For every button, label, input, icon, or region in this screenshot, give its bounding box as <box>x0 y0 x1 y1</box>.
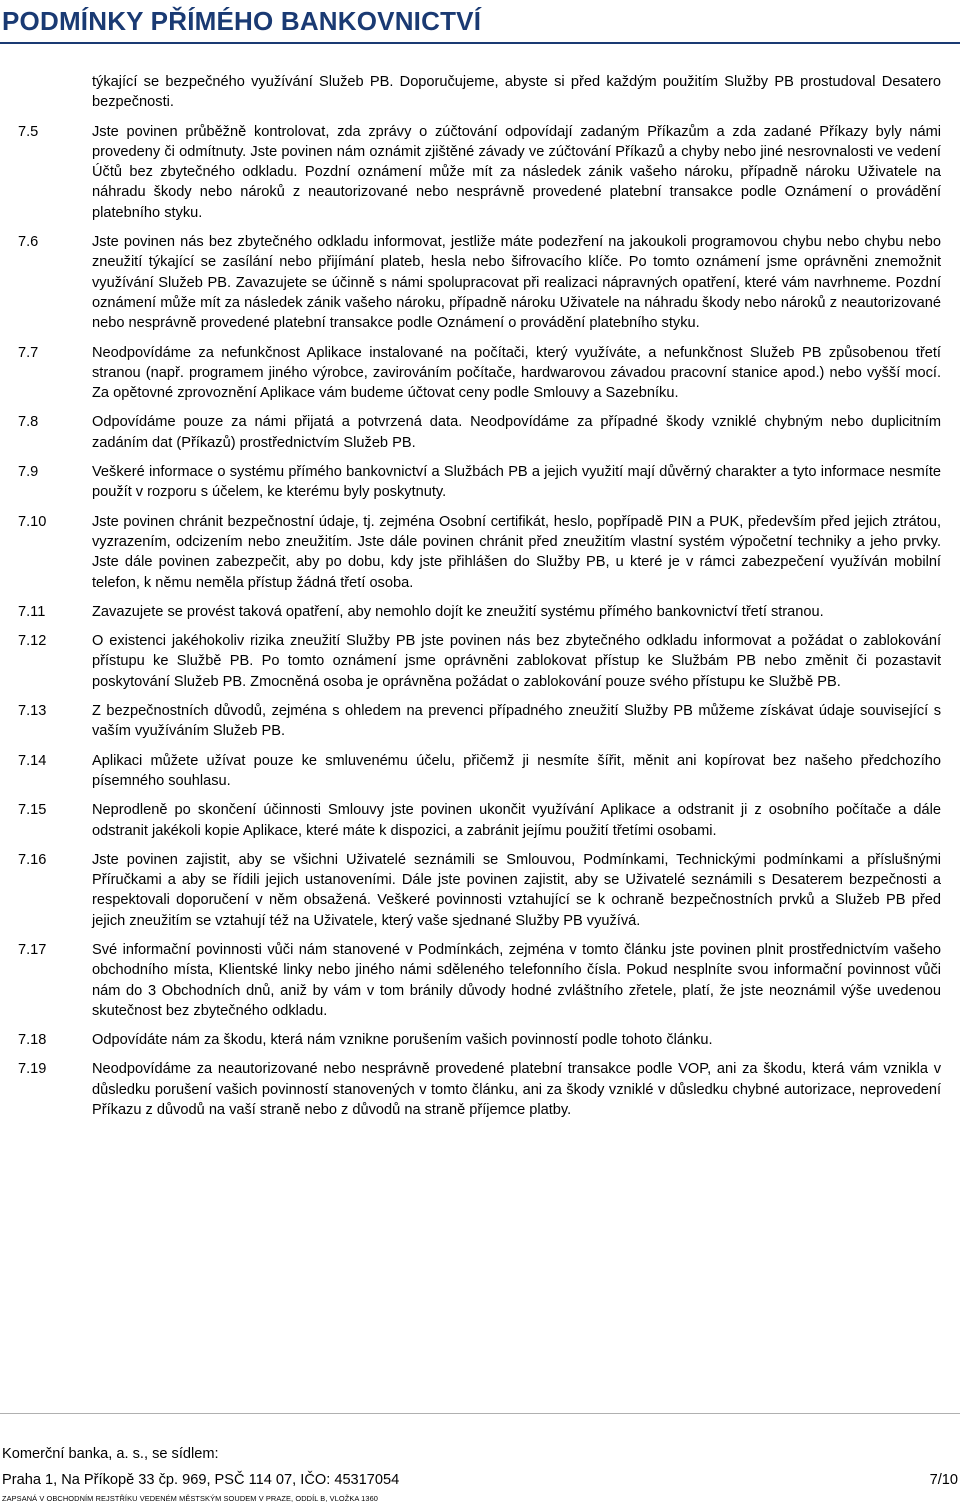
page-header <box>0 2 960 48</box>
paragraph-7-15 <box>0 800 960 841</box>
header-divider <box>0 42 960 44</box>
paragraph-number: 7.17 <box>18 941 47 958</box>
paragraph-text: Neodpovídáme za nefunkčnost Aplikace instalované na počítači, který využíváte, a nefunkčnost Služeb PB způsobenou třetí stranou (např. programem jiného výrobce, zavirováním počítače, hardwarovou závadou pracovní stanice apod.) nebo vyšší mocí. Za opětovné zprovoznění Aplikace vám budeme účtovat ceny podle Smlouvy a Sazebníku. <box>92 344 941 402</box>
document-body <box>0 72 960 1120</box>
paragraph-number: 7.8 <box>18 414 39 431</box>
paragraph-number: 7.10 <box>18 513 47 530</box>
paragraph-number: 7.6 <box>18 234 39 251</box>
paragraph-7-10 <box>0 512 960 593</box>
footer-company: Komerční banka, a. s., se sídlem: <box>2 1446 219 1462</box>
paragraph-number: 7.7 <box>18 344 39 361</box>
footer-address: Praha 1, Na Příkopě 33 čp. 969, PSČ 114 07, IČO: 45317054 <box>2 1472 400 1488</box>
paragraph-7-12 <box>0 631 960 692</box>
paragraph-text: Zavazujete se provést taková opatření, aby nemohlo dojít ke zneužití systému přímého bankovnictví třetí stranou. <box>92 603 824 620</box>
paragraph-number: 7.16 <box>18 851 47 868</box>
paragraph-text: Své informační povinnosti vůči nám stanovené v Podmínkách, zejména v tomto článku jste povinen plnit prostřednictvím vašeho obchodního místa, Klientské linky nebo jiného námi sděleného telefonního čísla. Pokud nesplníte svou informační povinnost vůči nám do 3 Obchodních dnů, aniž by vám v tom bránily důvody hodné zvláštního zřetele, platí, že jste neoznámil výše uvedenou skutečnost bez zbytečného odkladu. <box>92 941 941 1019</box>
paragraph-text: Jste povinen chránit bezpečnostní údaje, tj. zejména Osobní certifikát, heslo, popřípadě PIN a PUK, především před jejich ztrátou, vyzrazením, odcizením nebo zneužitím. Jste dále povinen chránit před zneužitím vlastní systém výpočetní techniky a jeho prvky. Jste dále povinen zabezpečit, aby po dobu, kdy jste přihlášen do Služby PB, u které je v rámci zabezpečení využíván mobilní telefon, k němu neměla přístup žádná třetí osoba. <box>92 513 941 591</box>
footer-registry: ZAPSANÁ V OBCHODNÍM REJSTŘÍKU VEDENÉM MĚSTSKÝM SOUDEM V PRAZE, ODDÍL B, VLOŽKA 1360 <box>2 1494 378 1503</box>
paragraph-number: 7.18 <box>18 1032 47 1049</box>
paragraph-text: Jste povinen nás bez zbytečného odkladu informovat, jestliže máte podezření na jakoukoli programovou chybu nebo chybu nebo zneužití týkající se zasílání nebo přijímání plateb, hesla nebo šifrovacího klíče. Po tomto oznámení jsme oprávněni znemožnit využívání Služeb PB. Zavazujete se účinně s námi spolupracovat při realizaci nápravných opatření, které vám navrhneme. Pozdní oznámení může mít za následek zánik vašeho nároku, případně nároku Uživatele na náhradu škody nebo nároků z neautorizované nebo nesprávně provedené platební transakce podle Oznámení o provádění platebního styku. <box>92 234 941 332</box>
paragraph-7-11 <box>0 602 960 622</box>
paragraph-number: 7.15 <box>18 802 47 819</box>
paragraph-text: Odpovídáte nám za škodu, která nám vznikne porušením vašich povinností podle tohoto článku. <box>92 1032 713 1049</box>
paragraph-continuation <box>0 72 960 113</box>
paragraph-7-6 <box>0 232 960 333</box>
paragraph-text: Neprodleně po skončení účinnosti Smlouvy jste povinen ukončit využívání Aplikace a odstranit ji z osobního počítače a dále odstranit jakékoli kopie Aplikace, které máte k dispozici, a zabránit jejímu použití třetími osobami. <box>92 802 941 839</box>
paragraph-text: Veškeré informace o systému přímého bankovnictví a Službách PB a jejich využití mají důvěrný charakter a tyto informace nesmíte použít v rozporu s účelem, ke kterému byly poskytnuty. <box>92 464 941 501</box>
paragraph-7-8 <box>0 412 960 453</box>
paragraph-number <box>0 72 92 113</box>
paragraph-7-5 <box>0 122 960 223</box>
paragraph-text: Z bezpečnostních důvodů, zejména s ohledem na prevenci případného zneužití Služby PB můžeme získávat údaje související s vaším využíváním Služeb PB. <box>92 703 941 740</box>
paragraph-number: 7.5 <box>18 123 39 140</box>
paragraph-number: 7.14 <box>18 752 47 769</box>
paragraph-7-17 <box>0 940 960 1021</box>
paragraph-text: Jste povinen průběžně kontrolovat, zda zprávy o zúčtování odpovídají zadaným Příkazům a zda zadané Příkazy byly námi provedeny či odmítnuty. Jste povinen nám oznámit zjištěné závady ve zúčtování Příkazů a chyby nebo jiné nesrovnalosti ve vedení Účtů bez zbytečného odkladu. Pozdní oznámení může mít za následek zánik vašeho nároku, případně nároku Uživatele na náhradu škody nebo nároků z neautorizované nebo nesprávně provedené platební transakce podle Oznámení o provádění platebního styku. <box>92 123 941 221</box>
paragraph-text: O existenci jakéhokoliv rizika zneužití Služby PB jste povinen nás bez zbytečného odkladu informovat a požádat o zablokování přístupu ke Službě PB. Po tomto oznámení jsme oprávněni zablokovat přístup ke Službám PB nebo změnit či pozastavit poskytování Služeb PB. Zmocněná osoba je oprávněna požádat o zablokování pouze svého přístupu ke Službě PB. <box>92 633 941 690</box>
paragraph-7-14 <box>0 751 960 792</box>
paragraph-number: 7.19 <box>18 1061 47 1078</box>
footer-divider <box>0 1413 960 1414</box>
paragraph-text: Odpovídáme pouze za námi přijatá a potvrzená data. Neodpovídáme za případné škody vzniklé chybným nebo duplicitním zadáním dat (Příkazů) prostřednictvím Služeb PB. <box>92 414 941 451</box>
paragraph-7-16 <box>0 850 960 931</box>
paragraph-7-7 <box>0 343 960 404</box>
paragraph-number: 7.9 <box>18 464 39 481</box>
paragraph-7-19 <box>0 1059 960 1120</box>
paragraph-text: Aplikaci můžete užívat pouze ke smluvenému účelu, přičemž ji nesmíte šířit, měnit ani kopírovat bez našeho předchozího písemného souhlasu. <box>92 752 941 789</box>
paragraph-7-18 <box>0 1030 960 1050</box>
paragraph-number: 7.12 <box>18 633 47 650</box>
page-number: 7/10 <box>929 1472 958 1488</box>
paragraph-text: Neodpovídáme za neautorizované nebo nesprávně provedené platební transakce podle VOP, ani za škodu, která vám vznikla v důsledku porušení vašich povinností stanovených v tomto článku, ani za škody vzniklé v důsledku chybné autorizace, neprovedení Příkazu z důvodů na vaší straně nebo z důvodů na straně příjemce platby. <box>92 1061 941 1119</box>
page-title: PODMÍNKY PŘÍMÉHO BANKOVNICTVÍ <box>2 6 482 36</box>
paragraph-number: 7.11 <box>18 603 46 620</box>
paragraph-number: 7.13 <box>18 703 47 720</box>
paragraph-7-9 <box>0 462 960 503</box>
paragraph-text: týkající se bezpečného využívání Služeb PB. Doporučujeme, abyste si před každým použitím Služby PB prostudoval Desatero bezpečnosti. <box>92 74 941 111</box>
paragraph-7-13 <box>0 701 960 742</box>
paragraph-text: Jste povinen zajistit, aby se všichni Uživatelé seznámili se Smlouvou, Podmínkami, Technickými podmínkami a příslušnými Příručkami a aby se řídili jejich ustanoveními. Dále jste povinen zajistit, aby se Uživatelé seznámili s Desaterem bezpečnosti a respektovali doporučení v něm obsažená. Veškeré povinnosti vztahující se k ochraně bezpečnostních prvků a Služeb PB před jejich zneužitím se vztahují též na Uživatele, který vaše sjednané Služby PB využívá. <box>92 851 941 929</box>
